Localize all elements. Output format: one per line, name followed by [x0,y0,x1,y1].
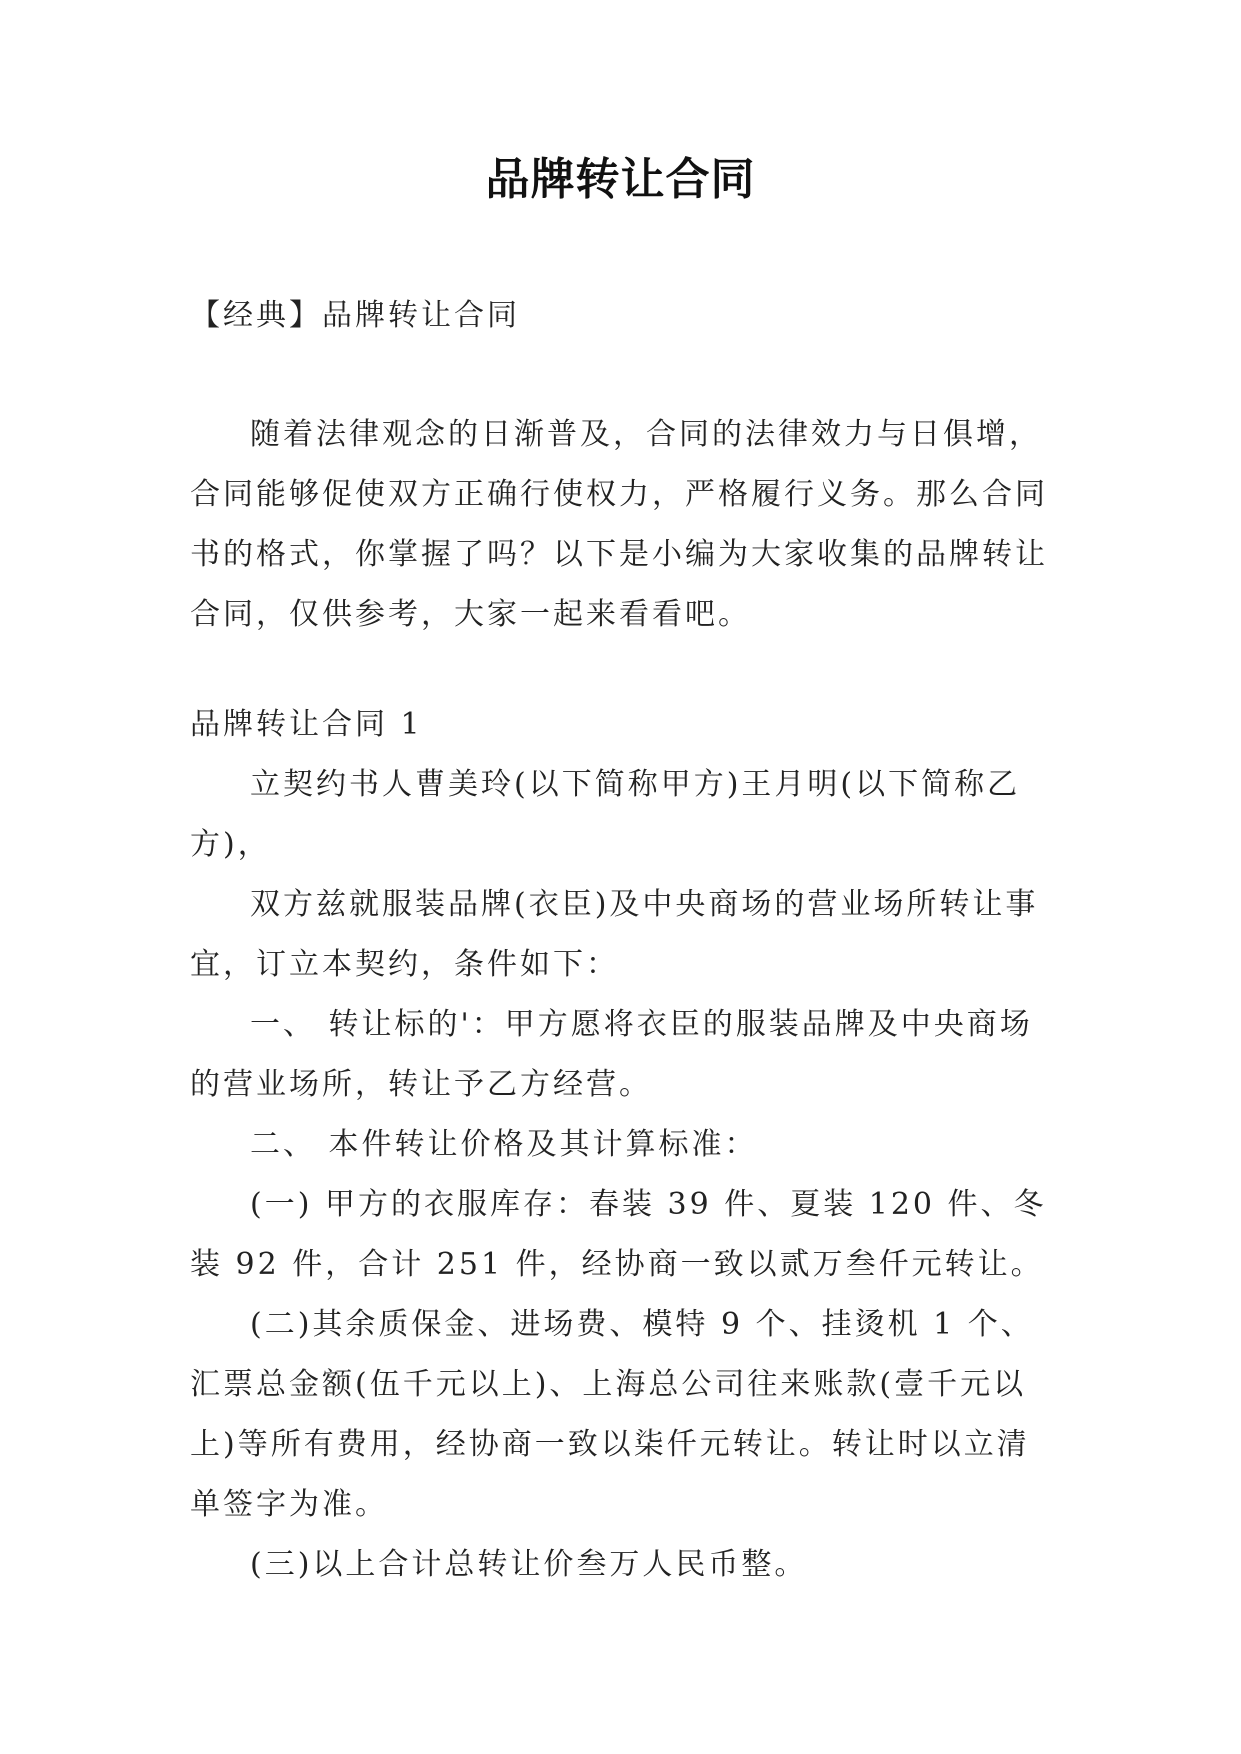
clause-one-paragraph: 一、 转让标的'：甲方愿将衣臣的服装品牌及中央商场的营业场所，转让予乙方经营。 [190,1007,1033,1102]
contract-parties-paragraph: 立契约书人曹美玲(以下简称甲方)王月明(以下简称乙方)， [190,767,1021,862]
intro-paragraph: 随着法律观念的日渐普及，合同的法律效力与日俱增，合同能够促使双方正确行使权力，严格履行义务。那么合同书的格式，你掌握了吗？以下是小编为大家收集的品牌转让合同，仅供参考，大家一起来看看吧。 [190,417,1048,632]
clause-two-item-two: (二)其余质保金、进场费、模特 9 个、挂烫机 1 个、汇票总金额(伍千元以上)、上海总公司往来账款(壹千元以上)等所有费用，经协商一致以柒仟元转让。转让时以立清单签字为准。 [190,1307,1034,1522]
contract-purpose-paragraph: 双方兹就服装品牌(衣臣)及中央商场的营业场所转让事宜，订立本契约，条件如下： [190,887,1039,982]
clause-two-item-one: (一) 甲方的衣服库存：春装 39 件、夏装 120 件、冬装 92 件，合计 251 件，经协商一致以贰万叁仟元转让。 [190,1187,1047,1282]
contract-body [190,755,1060,1595]
section-heading: 品牌转让合同 1 [190,707,423,742]
document-title: 品牌转让合同 [485,154,756,205]
document-subtitle: 【经典】品牌转让合同 [190,298,520,333]
clause-two-heading: 二、 本件转让价格及其计算标准： [250,1127,758,1162]
clause-two-item-three: (三)以上合计总转让价叁万人民币整。 [250,1547,808,1582]
